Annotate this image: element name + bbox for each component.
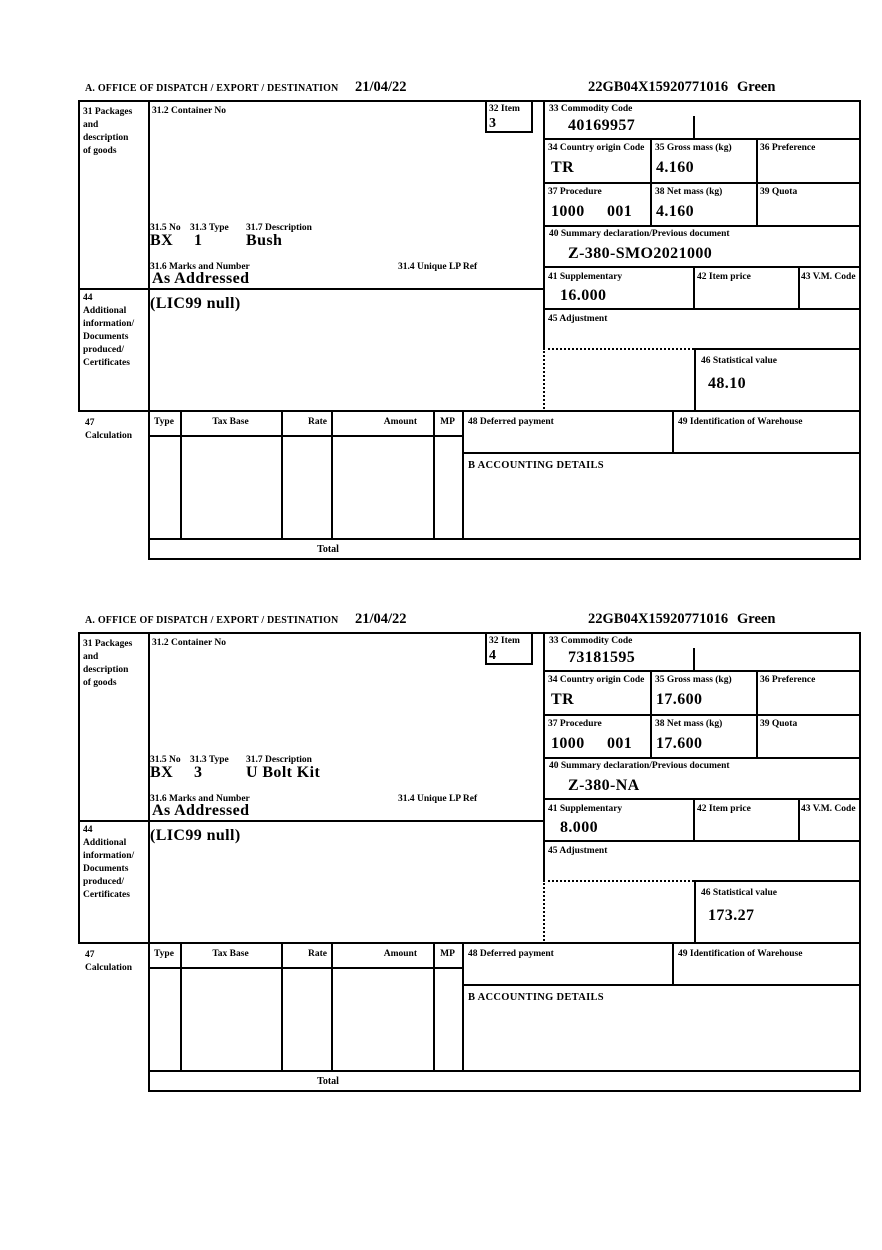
- routing-status: Green: [737, 611, 776, 627]
- calc-col-rate-header: Rate: [308, 417, 327, 427]
- office-of-dispatch-label: A. OFFICE OF DISPATCH / EXPORT / DESTINATION: [85, 83, 339, 94]
- box35-gross-mass-label: 35 Gross mass (kg): [655, 143, 732, 153]
- box317-description-label: 31.7 Description: [246, 755, 312, 765]
- col-divider-34-35: [650, 670, 652, 759]
- box47-calculation-label: 47 Calculation: [85, 950, 132, 973]
- outer-right-border-bottom: [859, 942, 861, 1092]
- gross-mass-value: 4.160: [656, 159, 694, 176]
- box312-container-no-label: 31.2 Container No: [152, 106, 226, 116]
- accounting-top-border: [462, 452, 861, 454]
- box48-deferred-payment-label: 48 Deferred payment: [468, 949, 554, 959]
- box315-no-label: 31.5 No: [150, 755, 181, 765]
- calculation-table-frame: [148, 410, 464, 540]
- calc-col-divider: [331, 942, 333, 1072]
- calc-header-divider: [148, 967, 464, 969]
- box46-top-border: [694, 880, 861, 882]
- box40-summary-declaration-label: 40 Summary declaration/Previous document: [549, 761, 730, 771]
- box44-top-divider: [78, 820, 545, 822]
- row-divider: [543, 840, 861, 842]
- net-mass-value: 17.600: [656, 735, 703, 752]
- calc-col-rate-header: Rate: [308, 949, 327, 959]
- row-divider: [543, 757, 861, 759]
- accounting-details-label: B ACCOUNTING DETAILS: [468, 992, 604, 1003]
- accounting-details-label: B ACCOUNTING DETAILS: [468, 460, 604, 471]
- statistical-value: 173.27: [708, 907, 755, 924]
- col-divider-41-42: [693, 266, 695, 310]
- box48-deferred-payment-label: 48 Deferred payment: [468, 417, 554, 427]
- box47-calculation-label: 47 Calculation: [85, 418, 132, 441]
- box313-type-label: 31.3 Type: [190, 755, 229, 765]
- routing-status: Green: [737, 79, 776, 95]
- calc-col-mp-header: MP: [440, 417, 455, 427]
- goods-description-value: U Bolt Kit: [246, 764, 321, 781]
- box44-additional-info-label: 44 Additional information/ Documents produced/ Certificates: [83, 293, 135, 368]
- dotted-divider-vertical: [543, 880, 545, 944]
- dotted-divider-vertical: [543, 348, 545, 412]
- box33-commodity-code-label: 33 Commodity Code: [549, 104, 633, 114]
- box37-procedure-label: 37 Procedure: [548, 187, 602, 197]
- calc-col-divider: [433, 942, 435, 1072]
- box45-adjustment-label: 45 Adjustment: [548, 314, 608, 324]
- country-origin-value: TR: [551, 691, 575, 708]
- row-divider: [543, 225, 861, 227]
- declaration-item-section: [78, 76, 861, 561]
- package-no-value: BX: [150, 232, 174, 249]
- summary-declaration-value: Z-380-SMO2021000: [568, 245, 713, 262]
- box44-additional-info-label: 44 Additional information/ Documents produced/ Certificates: [83, 825, 135, 900]
- box313-type-label: 31.3 Type: [190, 223, 229, 233]
- left-column-divider: [148, 100, 150, 412]
- declaration-item-section: [78, 608, 861, 1093]
- calc-col-type-header: Type: [154, 949, 174, 959]
- box46-left-border: [694, 348, 696, 412]
- office-of-dispatch-label: A. OFFICE OF DISPATCH / EXPORT / DESTINATION: [85, 615, 339, 626]
- procedure-code-value: 1000: [551, 203, 585, 220]
- box316-marks-label: 31.6 Marks and Number: [150, 262, 250, 272]
- outer-right-border-bottom: [859, 410, 861, 560]
- box33-commodity-code-label: 33 Commodity Code: [549, 636, 633, 646]
- procedure-code-value: 1000: [551, 735, 585, 752]
- statistical-value: 48.10: [708, 375, 746, 392]
- row-divider: [543, 798, 861, 800]
- box34-country-origin-label: 34 Country origin Code: [548, 143, 645, 153]
- box48-49-divider: [672, 410, 674, 454]
- additional-information-value: (LIC99 null): [150, 295, 241, 312]
- col-divider-35-36: [756, 138, 758, 227]
- box316-marks-label: 31.6 Marks and Number: [150, 794, 250, 804]
- box315-no-label: 31.5 No: [150, 223, 181, 233]
- box46-left-border: [694, 880, 696, 944]
- row-divider: [543, 266, 861, 268]
- box38-net-mass-label: 38 Net mass (kg): [655, 187, 723, 197]
- box317-description-label: 31.7 Description: [246, 223, 312, 233]
- box36-preference-label: 36 Preference: [760, 675, 816, 685]
- supplementary-units-value: 16.000: [560, 287, 607, 304]
- calc-header-divider: [148, 435, 464, 437]
- box48-49-divider: [672, 942, 674, 986]
- box44-top-divider: [78, 288, 545, 290]
- box312-container-no-label: 31.2 Container No: [152, 638, 226, 648]
- country-origin-value: TR: [551, 159, 575, 176]
- box42-item-price-label: 42 Item price: [697, 804, 751, 814]
- box43-vm-code-label: 43 V.M. Code: [801, 804, 856, 814]
- calc-col-divider: [433, 410, 435, 540]
- box49-warehouse-label: 49 Identification of Warehouse: [678, 949, 803, 959]
- box46-statistical-value-label: 46 Statistical value: [701, 888, 777, 898]
- calc-col-divider: [281, 410, 283, 540]
- col-divider-42-43: [798, 266, 800, 310]
- box32-item-label: 32 Item: [489, 104, 520, 114]
- total-label: Total: [317, 1076, 339, 1087]
- declaration-form-grid: [78, 100, 861, 561]
- box39-quota-label: 39 Quota: [760, 719, 798, 729]
- row-divider: [543, 308, 861, 310]
- dotted-divider-horizontal: [543, 880, 694, 882]
- box37-procedure-label: 37 Procedure: [548, 719, 602, 729]
- accounting-top-border: [462, 984, 861, 986]
- box41-supplementary-label: 41 Supplementary: [548, 804, 623, 814]
- box39-quota-label: 39 Quota: [760, 187, 798, 197]
- total-label: Total: [317, 544, 339, 555]
- mrn-number: 22GB04X15920771016: [588, 611, 729, 627]
- marks-and-number-value: As Addressed: [152, 270, 250, 287]
- row-divider: [543, 670, 861, 672]
- declaration-date: 21/04/22: [355, 611, 407, 627]
- row-divider: [543, 182, 861, 184]
- box34-country-origin-label: 34 Country origin Code: [548, 675, 645, 685]
- box38-net-mass-label: 38 Net mass (kg): [655, 719, 723, 729]
- summary-declaration-value: Z-380-NA: [568, 777, 640, 794]
- calc-col-amount-header: Amount: [383, 417, 417, 427]
- box314-unique-lp-ref-label: 31.4 Unique LP Ref: [398, 794, 478, 804]
- item-number-value: 4: [489, 648, 497, 663]
- commodity-code-value: 40169957: [568, 117, 636, 134]
- package-no-value: BX: [150, 764, 174, 781]
- section-header: [78, 76, 861, 100]
- box42-item-price-label: 42 Item price: [697, 272, 751, 282]
- col-divider-35-36: [756, 670, 758, 759]
- accounting-left-border: [462, 410, 464, 540]
- box41-supplementary-label: 41 Supplementary: [548, 272, 623, 282]
- box32-item-label: 32 Item: [489, 636, 520, 646]
- calculation-table-frame: [148, 942, 464, 1072]
- item-number-value: 3: [489, 116, 497, 131]
- calc-col-divider: [180, 410, 182, 540]
- box46-top-border: [694, 348, 861, 350]
- section-header: [78, 608, 861, 632]
- calc-col-taxbase-header: Tax Base: [212, 949, 249, 959]
- left-column-divider: [148, 632, 150, 944]
- marks-and-number-value: As Addressed: [152, 802, 250, 819]
- box43-vm-code-label: 43 V.M. Code: [801, 272, 856, 282]
- gross-mass-value: 17.600: [656, 691, 703, 708]
- package-type-value: 3: [194, 764, 203, 781]
- calc-col-taxbase-header: Tax Base: [212, 417, 249, 427]
- box31-packages-label: 31 Packages and description of goods: [83, 107, 133, 156]
- box314-unique-lp-ref-label: 31.4 Unique LP Ref: [398, 262, 478, 272]
- calc-col-amount-header: Amount: [383, 949, 417, 959]
- goods-description-value: Bush: [246, 232, 283, 249]
- calc-col-divider: [281, 942, 283, 1072]
- col-divider-42-43: [798, 798, 800, 842]
- row-divider: [543, 138, 861, 140]
- dotted-divider-horizontal: [543, 348, 694, 350]
- col-divider-41-42: [693, 798, 695, 842]
- package-type-value: 1: [194, 232, 203, 249]
- commodity-code-value: 73181595: [568, 649, 636, 666]
- box36-preference-label: 36 Preference: [760, 143, 816, 153]
- commodity-code-tick-mark: [693, 116, 695, 138]
- box46-statistical-value-label: 46 Statistical value: [701, 356, 777, 366]
- supplementary-units-value: 8.000: [560, 819, 598, 836]
- additional-information-value: (LIC99 null): [150, 827, 241, 844]
- net-mass-value: 4.160: [656, 203, 694, 220]
- box45-adjustment-label: 45 Adjustment: [548, 846, 608, 856]
- commodity-code-tick-mark: [693, 648, 695, 670]
- box40-summary-declaration-label: 40 Summary declaration/Previous document: [549, 229, 730, 239]
- calc-col-mp-header: MP: [440, 949, 455, 959]
- box49-warehouse-label: 49 Identification of Warehouse: [678, 417, 803, 427]
- row-divider: [543, 714, 861, 716]
- declaration-form-grid: [78, 632, 861, 1093]
- procedure-code-2-value: 001: [607, 735, 633, 752]
- col-divider-34-35: [650, 138, 652, 227]
- procedure-code-2-value: 001: [607, 203, 633, 220]
- calc-col-divider: [180, 942, 182, 1072]
- declaration-date: 21/04/22: [355, 79, 407, 95]
- calc-col-divider: [331, 410, 333, 540]
- mrn-number: 22GB04X15920771016: [588, 79, 729, 95]
- calc-col-type-header: Type: [154, 417, 174, 427]
- box31-packages-label: 31 Packages and description of goods: [83, 639, 133, 688]
- box35-gross-mass-label: 35 Gross mass (kg): [655, 675, 732, 685]
- accounting-left-border: [462, 942, 464, 1072]
